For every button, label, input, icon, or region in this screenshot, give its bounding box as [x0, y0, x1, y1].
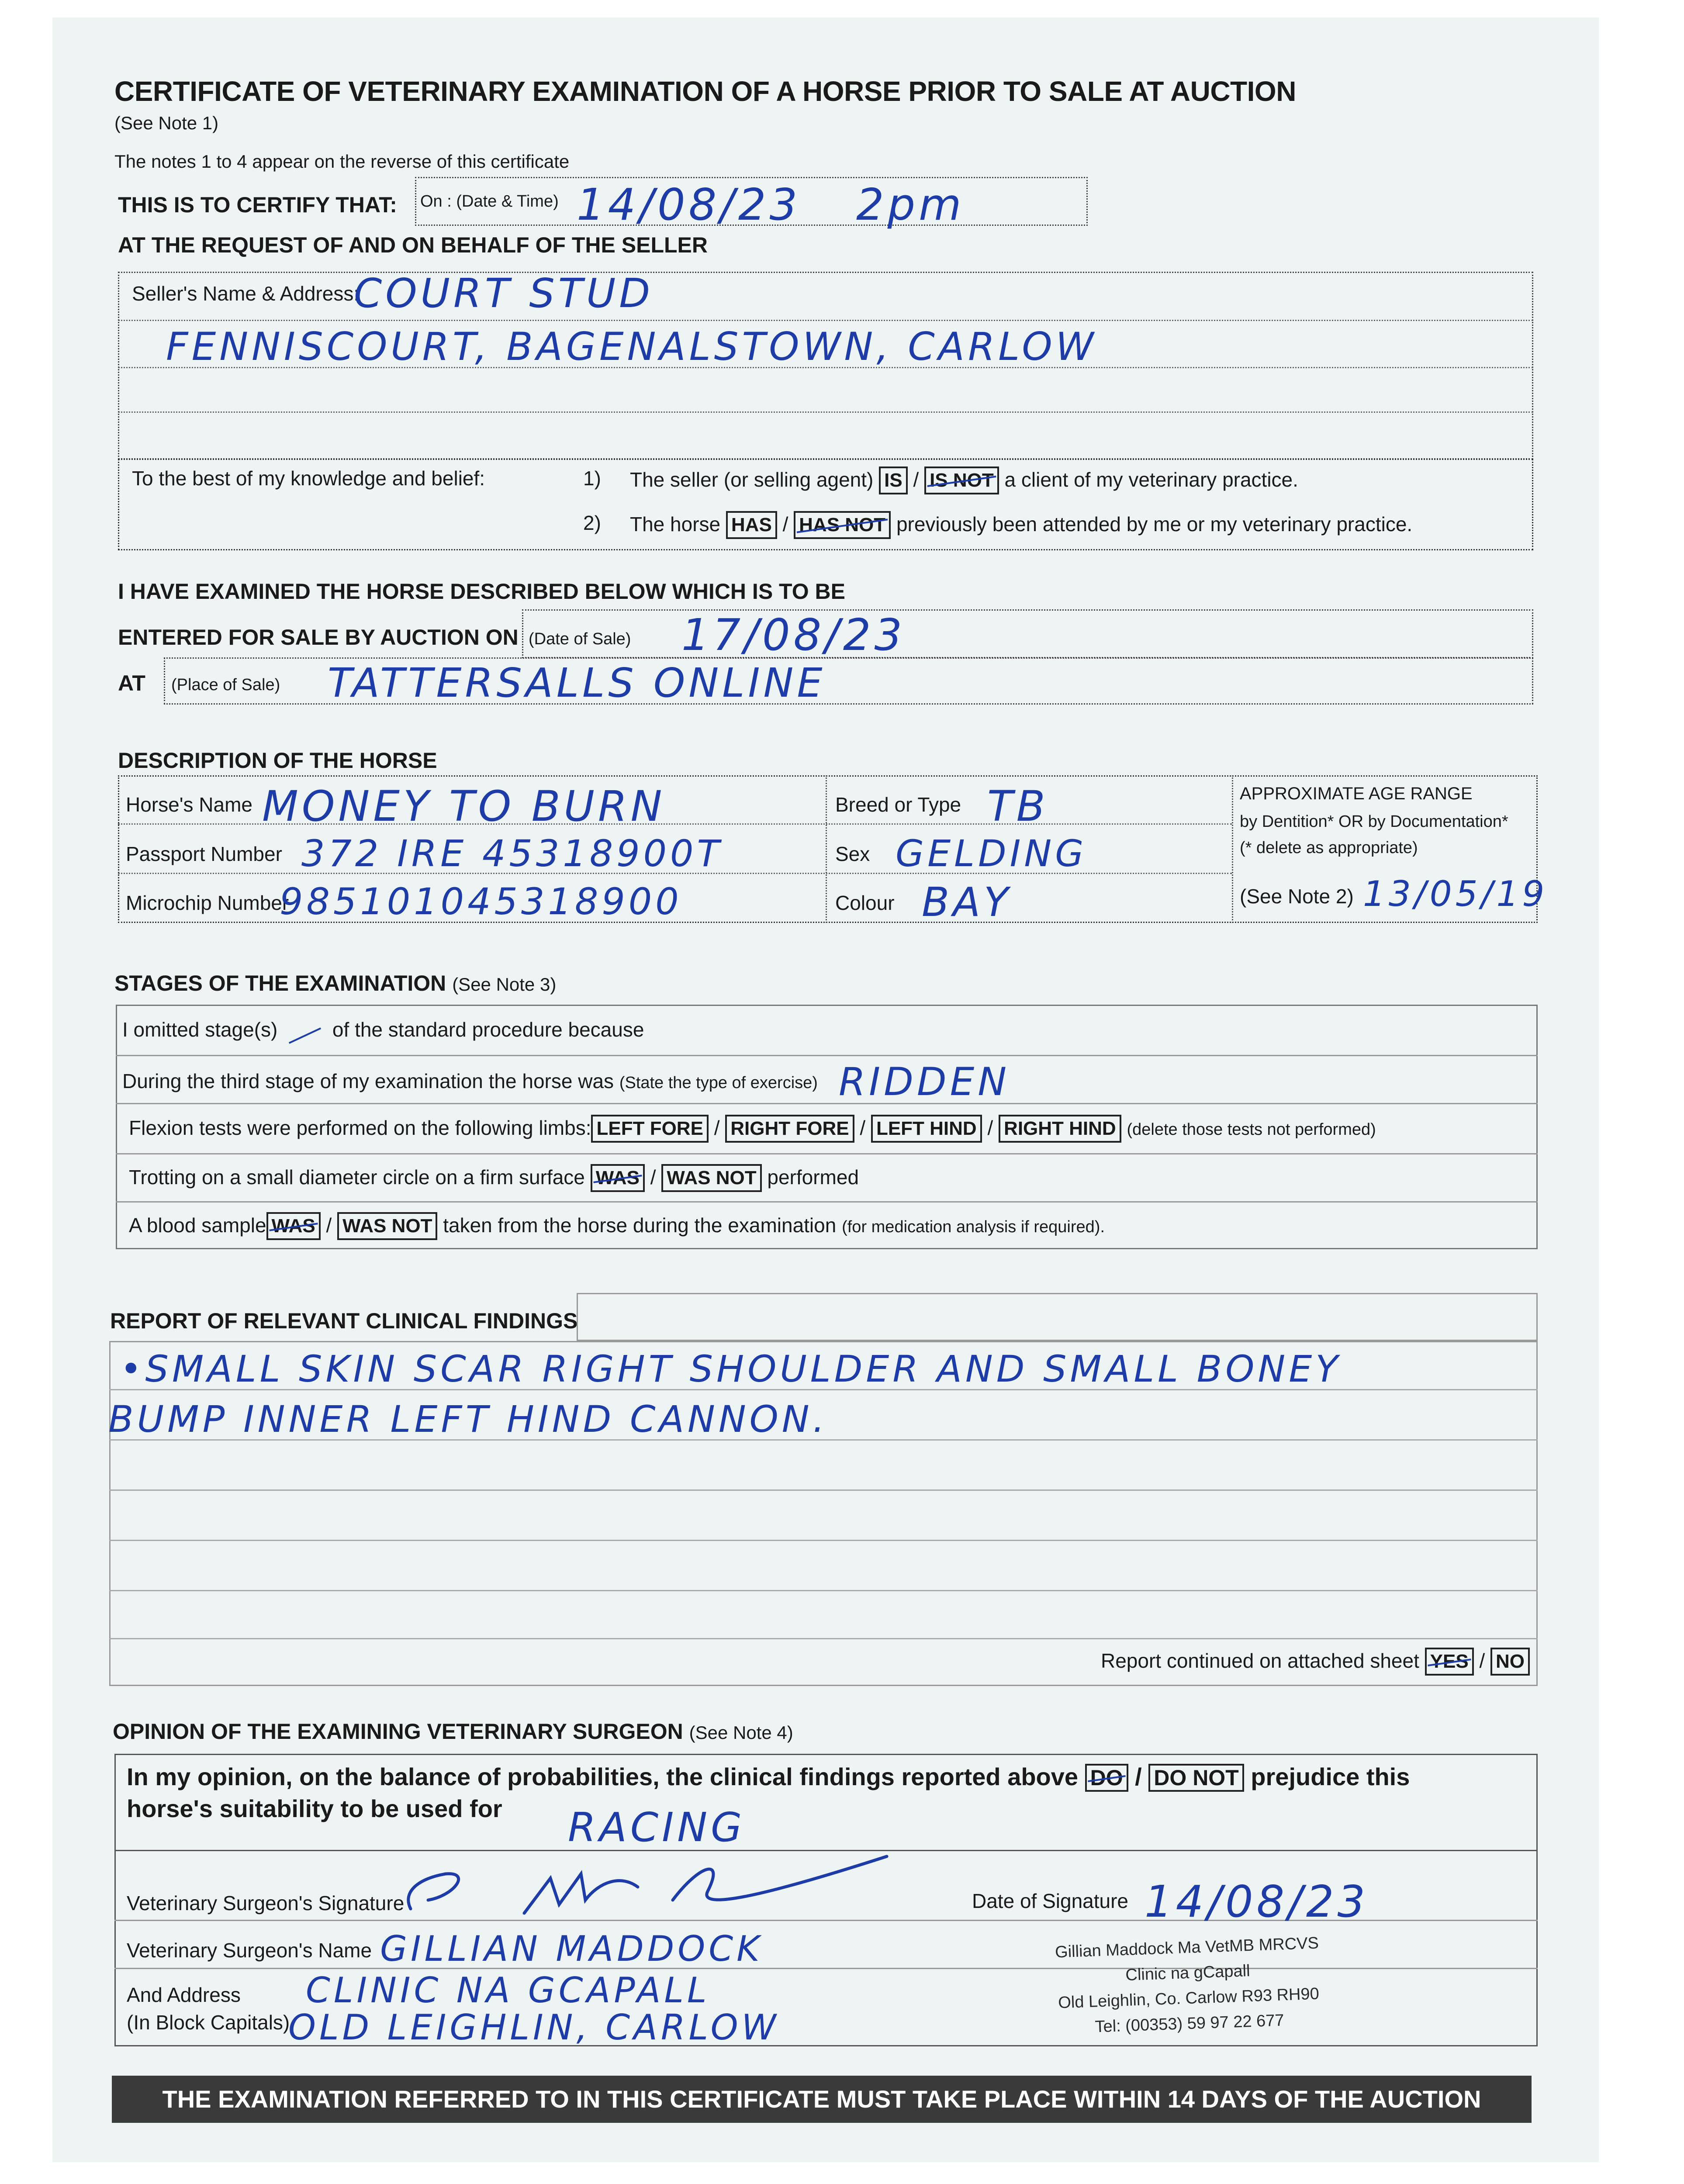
sale-line1: I HAVE EXAMINED THE HORSE DESCRIBED BELOW WHICH IS TO BE: [118, 579, 845, 604]
trot-text: Trotting on a small diameter circle on a firm surface: [129, 1166, 585, 1189]
breed-value: TB: [987, 782, 1049, 831]
breed-label: Breed or Type: [835, 793, 961, 816]
flexion-note: (delete those tests not performed): [1127, 1120, 1376, 1139]
age-by: by Dentition* OR by Documentation*: [1240, 812, 1508, 831]
item1-line: The seller (or selling agent) IS / IS NOT a client of my veterinary practice.: [630, 467, 1298, 494]
limb-right-hind[interactable]: RIGHT HIND: [999, 1115, 1121, 1143]
age-delete-note: (* delete as appropriate): [1240, 839, 1418, 857]
item2-post-text: previously been attended by me or my veterinary practice.: [896, 513, 1413, 536]
sex-label: Sex: [835, 843, 870, 865]
trot-option-was[interactable]: WAS: [591, 1164, 645, 1192]
description-heading: DESCRIPTION OF THE HORSE: [118, 748, 437, 773]
opinion-text-line2: horse's suitability to be used for: [127, 1795, 502, 1822]
blood-line: A blood sample WAS / WAS NOT taken from the horse during the examination (for medication analysis if required).: [129, 1212, 1105, 1240]
sale-date-field[interactable]: [522, 609, 1533, 658]
continued-option-yes[interactable]: YES: [1425, 1648, 1474, 1676]
item2-line: The horse HAS / HAS NOT previously been attended by me or my veterinary practice.: [630, 511, 1412, 539]
limb-left-hind[interactable]: LEFT HIND: [871, 1115, 982, 1143]
practice-stamp: [1029, 1930, 1347, 2042]
opinion-text-pre: In my opinion, on the balance of probabilities, the clinical findings reported above: [127, 1763, 1079, 1790]
seller-address: FENNISCOURT, BAGENALSTOWN, CARLOW: [166, 324, 1097, 369]
item2-option-has[interactable]: HAS: [726, 511, 777, 539]
third-stage-text: During the third stage of my examination the horse was: [122, 1070, 614, 1092]
omitted-pre: I omitted stage(s): [122, 1018, 278, 1041]
item1-option-is-not[interactable]: IS NOT: [924, 467, 999, 494]
continued-text: Report continued on attached sheet: [1101, 1649, 1419, 1672]
continued-option-no[interactable]: NO: [1490, 1648, 1530, 1676]
opinion-see-note: (See Note 4): [689, 1722, 793, 1743]
colour-label: Colour: [835, 892, 895, 914]
third-stage-note: (State the type of exercise): [619, 1074, 818, 1092]
address-label-block: (In Block Capitals): [127, 2011, 290, 2034]
stamp-line1: Gillian Maddock Ma VetMB MRCVS: [1055, 1934, 1319, 1962]
flexion-text: Flexion tests were performed on the following limbs:: [129, 1116, 591, 1139]
blood-option-was-not[interactable]: WAS NOT: [337, 1212, 437, 1240]
horse-name-label: Horse's Name: [126, 793, 252, 816]
age-see-note: (See Note 2): [1240, 885, 1354, 908]
item2-option-has-not[interactable]: HAS NOT: [794, 511, 891, 539]
sale-date: 17/08/23: [681, 609, 906, 660]
findings-header-box: [577, 1293, 1538, 1341]
passport-label: Passport Number: [126, 843, 282, 865]
stages-heading-text: STAGES OF THE EXAMINATION: [114, 971, 446, 995]
vet-address1: CLINIC NA GCAPALL: [306, 1970, 710, 2011]
findings-heading: REPORT OF RELEVANT CLINICAL FINDINGS: [110, 1309, 578, 1333]
request-label: AT THE REQUEST OF AND ON BEHALF OF THE SELLER: [118, 233, 708, 257]
date-signature: 14/08/23: [1145, 1876, 1369, 1927]
microchip-number: 985101045318900: [280, 880, 682, 923]
exam-date: 14/08/23: [577, 179, 801, 230]
vet-name: GILLIAN MADDOCK: [380, 1928, 763, 1969]
stages-see-note: (See Note 3): [452, 974, 557, 995]
seller-label: Seller's Name & Address:: [132, 282, 360, 305]
blood-post: taken from the horse during the examination: [443, 1214, 837, 1237]
stamp-line2: Clinic na gCapall: [1125, 1962, 1251, 1984]
exercise-type: RIDDEN: [839, 1059, 1010, 1104]
blood-note: (for medication analysis if required).: [842, 1218, 1105, 1236]
date-signature-label: Date of Signature: [972, 1890, 1129, 1912]
opinion-heading: [113, 1719, 793, 1744]
sale-line2: ENTERED FOR SALE BY AUCTION ON: [118, 625, 519, 650]
stages-heading: [114, 971, 556, 996]
opinion-use: RACING: [568, 1804, 746, 1851]
item1-post-text: a client of my veterinary practice.: [1004, 468, 1298, 491]
certificate-title: CERTIFICATE OF VETERINARY EXAMINATION OF A HORSE PRIOR TO SALE AT AUCTION: [114, 76, 1296, 107]
knowledge-label: To the best of my knowledge and belief:: [132, 467, 485, 490]
exam-time: 2pm: [856, 179, 965, 230]
continued-line: Report continued on attached sheet YES / NO: [1101, 1648, 1530, 1676]
item2-text: The horse: [630, 513, 721, 536]
notes-line: The notes 1 to 4 appear on the reverse of this certificate: [114, 151, 570, 172]
sex-value: GELDING: [896, 832, 1087, 875]
passport-number: 372 IRE 45318900T: [301, 832, 723, 875]
on-date-time-label: On : (Date & Time): [420, 192, 559, 211]
signature-label: Veterinary Surgeon's Signature: [127, 1892, 405, 1914]
microchip-label: Microchip Number: [126, 892, 289, 914]
opinion-text-post: prejudice this: [1251, 1763, 1410, 1790]
item2-num: 2): [583, 511, 601, 534]
item1-text: The seller (or selling agent): [630, 468, 874, 491]
third-stage-line: [122, 1069, 818, 1093]
findings-box: [109, 1341, 1538, 1686]
horse-name: MONEY TO BURN: [262, 782, 666, 831]
opinion-heading-text: OPINION OF THE EXAMINING VETERINARY SURGEON: [113, 1719, 683, 1744]
flexion-line: Flexion tests were performed on the following limbs: LEFT FORE / RIGHT FORE / LEFT HIND / RIGHT HIND (delete those tests not performed): [129, 1115, 1376, 1143]
signature-mark: [393, 1848, 896, 1922]
omitted-post: of the standard procedure because: [332, 1018, 644, 1041]
trot-post: performed: [767, 1166, 859, 1189]
address-label: And Address: [127, 1984, 241, 2006]
footer-banner: THE EXAMINATION REFERRED TO IN THIS CERTIFICATE MUST TAKE PLACE WITHIN 14 DAYS OF THE AUCTION: [112, 2076, 1532, 2123]
see-note-1: (See Note 1): [114, 113, 219, 133]
opinion-option-do[interactable]: DO: [1085, 1764, 1128, 1792]
opinion-option-do-not[interactable]: DO NOT: [1148, 1764, 1244, 1792]
sale-date-label: (Date of Sale): [529, 630, 631, 648]
age-value: 13/05/19: [1363, 874, 1548, 914]
opinion-text-line1: In my opinion, on the balance of probabilities, the clinical findings reported above DO / DO NOT prejudice this: [127, 1762, 1410, 1792]
trot-option-was-not[interactable]: WAS NOT: [661, 1164, 761, 1192]
certify-label: THIS IS TO CERTIFY THAT:: [118, 193, 397, 217]
colour-value: BAY: [922, 879, 1012, 926]
vet-address2: OLD LEIGHLIN, CARLOW: [288, 2007, 780, 2048]
blood-text: A blood sample: [129, 1214, 266, 1237]
age-heading: APPROXIMATE AGE RANGE: [1240, 784, 1473, 803]
sale-place: TATTERSALLS ONLINE: [328, 660, 826, 706]
limb-left-fore[interactable]: LEFT FORE: [591, 1115, 708, 1143]
findings-line2: BUMP INNER LEFT HIND CANNON.: [108, 1398, 828, 1441]
seller-name: COURT STUD: [354, 270, 654, 317]
findings-line1: •SMALL SKIN SCAR RIGHT SHOULDER AND SMALL BONEY: [120, 1348, 1342, 1390]
sale-place-label: (Place of Sale): [171, 676, 280, 694]
limb-right-fore[interactable]: RIGHT FORE: [725, 1115, 854, 1143]
blood-option-was[interactable]: WAS: [266, 1212, 321, 1240]
vet-name-label: Veterinary Surgeon's Name: [127, 1939, 372, 1962]
trot-line: Trotting on a small diameter circle on a firm surface WAS / WAS NOT performed: [129, 1164, 859, 1192]
omitted-line: [122, 1018, 644, 1041]
item1-option-is[interactable]: IS: [879, 467, 908, 494]
stamp-line3: Old Leighlin, Co. Carlow R93 RH90: [1058, 1984, 1320, 2012]
stamp-line4: Tel: (00353) 59 97 22 677: [1094, 2011, 1285, 2036]
sale-at-label: AT: [118, 671, 145, 695]
item1-num: 1): [583, 467, 601, 490]
